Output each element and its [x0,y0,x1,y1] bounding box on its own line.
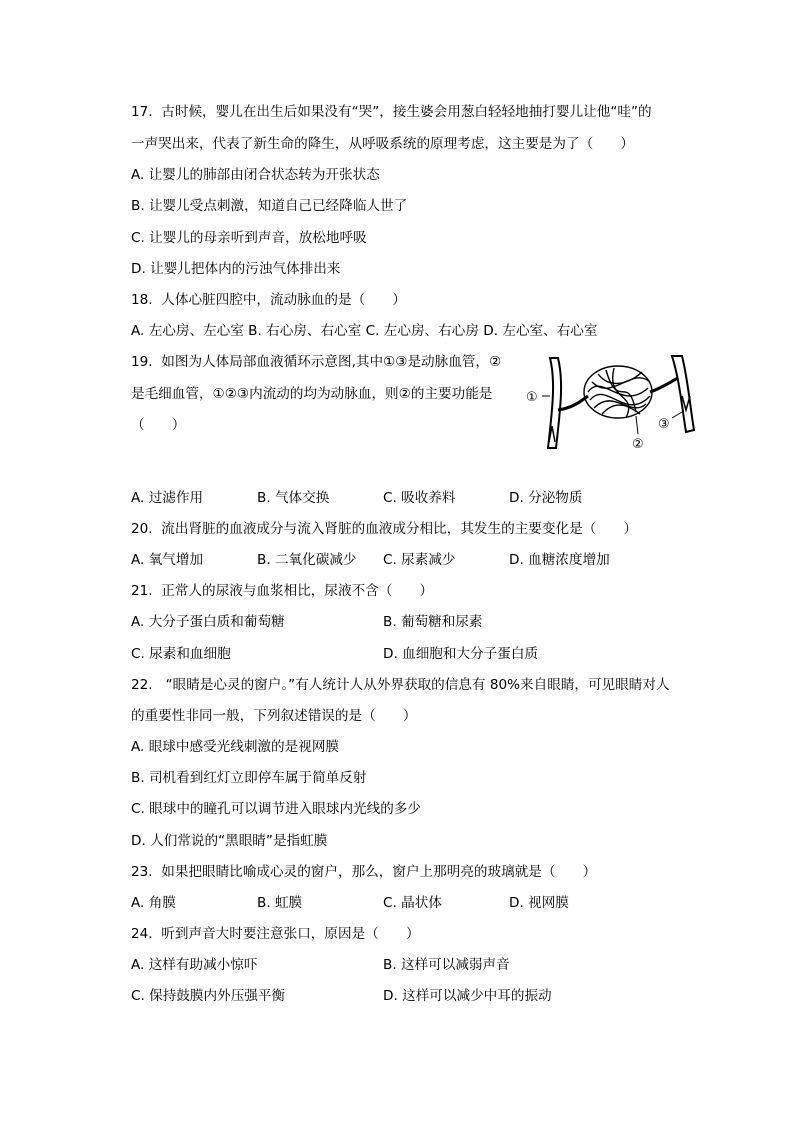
q21-stem: 21. 正常人的尿液与血浆相比，尿液不含（ ） [131,583,434,599]
q21-option-b: B. 葡萄糖和尿素 [383,614,483,630]
vessel-3 [672,356,694,432]
q20-option-b: B. 二氧化碳减少 [257,552,357,568]
vessel-connector-right [650,378,678,392]
q21-option-a: A. 大分子蛋白质和葡萄糖 [131,614,285,630]
q21-option-d: D. 血细胞和大分子蛋白质 [383,646,539,662]
q22-option-c: C. 眼球中的瞳孔可以调节进入眼球内光线的多少 [131,801,422,817]
q22-option-d: D. 人们常说的“黑眼睛”是指虹膜 [131,833,328,849]
fig-label-1: ① [526,390,538,405]
fig-label-3: ③ [658,417,670,432]
q21-option-c: C. 尿素和血细胞 [131,646,231,662]
q19-option-a: A. 过滤作用 [131,490,204,506]
vessel-connector-left [558,396,588,410]
q17-stem-line2: 一声哭出来，代表了新生命的降生，从呼吸系统的原理考虑，这主要是为了（ ） [131,136,634,152]
q20-stem: 20. 流出肾脏的血液成分与流入肾脏的血液成分相比，其发生的主要变化是（ ） [131,521,638,537]
q24-option-d: D. 这样可以减少中耳的振动 [383,988,552,1004]
q23-option-b: B. 虹膜 [257,895,303,911]
q17-option-d: D. 让婴儿把体内的污浊气体排出来 [131,261,341,277]
q19-option-c: C. 吸收养料 [383,490,456,506]
q18-stem: 18. 人体心脏四腔中，流动脉血的是（ ） [131,292,406,308]
q24-option-b: B. 这样可以减弱声音 [383,957,510,973]
q17-option-a: A. 让婴儿的肺部由闭合状态转为开张状态 [131,167,380,183]
q17-stem-line1: 17. 古时候，婴儿在出生后如果没有“哭”，接生婆会用葱白轻轻地抽打婴儿让他“哇”的 [131,104,652,120]
q19-option-d: D. 分泌物质 [509,490,583,506]
q20-option-d: D. 血糖浓度增加 [509,552,610,568]
q24-stem: 24. 听到声音大时要注意张口，原因是（ ） [131,926,420,942]
q22-stem-line1: 22. “眼睛是心灵的窗户。”有人统计人从外界获取的信息有 80%来自眼睛，可见眼睛对人 [131,677,670,693]
q19-stem-line2: 是毛细血管，①②③内流动的均为动脉血，则②的主要功能是 [131,386,493,402]
q22-option-a: A. 眼球中感受光线刺激的是视网膜 [131,739,340,755]
q23-stem: 23. 如果把眼睛比喻成心灵的窗户，那么，窗户上那明亮的玻璃就是（ ） [131,864,597,880]
q22-option-b: B. 司机看到红灯立即停车属于简单反射 [131,770,367,786]
q19-option-b: B. 气体交换 [257,490,330,506]
fig-label-2: ② [632,437,644,452]
q23-option-d: D. 视网膜 [509,895,569,911]
q17-option-c: C. 让婴儿的母亲听到声音，放松地呼吸 [131,230,367,246]
q17-option-b: B. 让婴儿受点刺激，知道自己已经降临人世了 [131,198,408,214]
capillary-network [584,366,652,418]
q24-option-c: C. 保持鼓膜内外压强平衡 [131,988,286,1004]
q20-option-c: C. 尿素减少 [383,552,456,568]
q19-stem-line1: 19. 如图为人体局部血液循环示意图,其中①③是动脉血管，② [131,354,502,370]
q19-stem-line3: （ ） [131,417,186,433]
q23-option-c: C. 晶状体 [383,895,442,911]
blood-circulation-figure [522,352,714,452]
q23-option-a: A. 角膜 [131,895,176,911]
q20-option-a: A. 氧气增加 [131,552,204,568]
q18-options: A. 左心房、左心室 B. 右心房、右心室 C. 左心房、右心房 D. 左心室、右心室 [131,323,598,339]
q24-option-a: A. 这样有助减小惊吓 [131,957,258,973]
q22-stem-line2: 的重要性非同一般，下列叙述错误的是（ ） [131,708,417,724]
